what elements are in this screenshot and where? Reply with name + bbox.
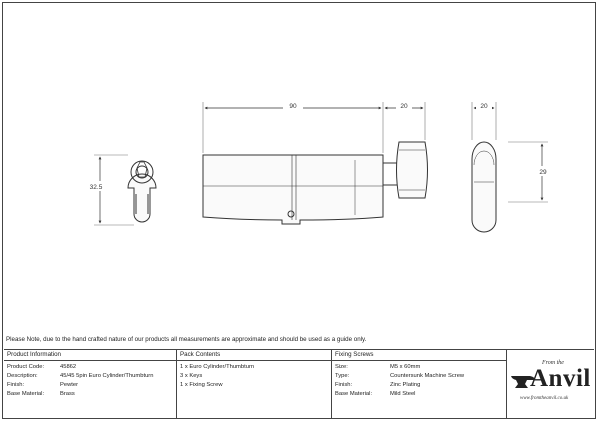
fixing-screws-section — [332, 350, 506, 418]
body-length-label: 90 — [289, 103, 297, 110]
side-width-label: 20 — [480, 103, 488, 110]
pack-contents-heading: Pack Contents — [177, 350, 331, 361]
base-material-label: Base Material: — [7, 391, 45, 397]
dimension-height — [86, 155, 134, 225]
base-material-value: Brass — [60, 391, 75, 397]
logo-website-text: www.fromtheanvil.co.uk — [520, 396, 569, 401]
description-value: 45/45 5pin Euro Cylinder/Thumbturn — [60, 373, 154, 379]
screw-base-material-label: Base Material: — [335, 391, 373, 397]
product-information-section — [4, 350, 176, 418]
finish-label: Finish: — [7, 382, 25, 388]
screw-base-material-value: Mild Steel — [390, 391, 416, 397]
pack-contents-section — [177, 350, 331, 418]
screw-type-label: Type: — [335, 373, 350, 379]
end-view — [472, 142, 496, 232]
height-label: 32.5 — [89, 184, 103, 191]
column-divider — [506, 350, 507, 418]
product-code-value: 45862 — [60, 364, 77, 370]
screw-size-label: Size: — [335, 364, 348, 370]
dimension-body-length — [203, 100, 383, 153]
finish-value: Pewter — [60, 382, 79, 388]
screw-finish-label: Finish: — [335, 382, 353, 388]
pack-item: 3 x Keys — [180, 373, 203, 379]
description-label: Description: — [7, 373, 38, 379]
screw-type-value: Countersunk Machine Screw — [390, 373, 465, 379]
screw-finish-value: Zinc Plating — [390, 382, 421, 388]
screw-size-value: M5 x 60mm — [390, 364, 421, 370]
thumbturn-length-label: 20 — [400, 103, 408, 110]
dimension-thumbturn-length — [385, 100, 425, 140]
pack-item: 1 x Euro Cylinder/Thumbturn — [180, 364, 255, 370]
dimension-side-width — [472, 100, 496, 140]
logo-brand-text: Anvil — [530, 365, 591, 392]
pack-item: 1 x Fixing Screw — [180, 382, 223, 388]
fixing-screws-heading: Fixing Screws — [332, 350, 506, 361]
from-the-anvil-logo — [508, 360, 592, 410]
product-information-heading: Product Information — [4, 350, 176, 361]
disclaimer-note: Please Note, due to the hand crafted nature of our products all measurements are approximate and should be used as a guide only. — [6, 336, 367, 343]
side-height-label: 29 — [539, 169, 547, 176]
side-view — [203, 142, 428, 224]
dimension-side-height — [508, 142, 550, 202]
logo-from-text: From the — [542, 360, 564, 366]
product-code-label: Product Code: — [7, 364, 45, 370]
info-table — [4, 349, 594, 417]
front-view — [128, 161, 156, 222]
